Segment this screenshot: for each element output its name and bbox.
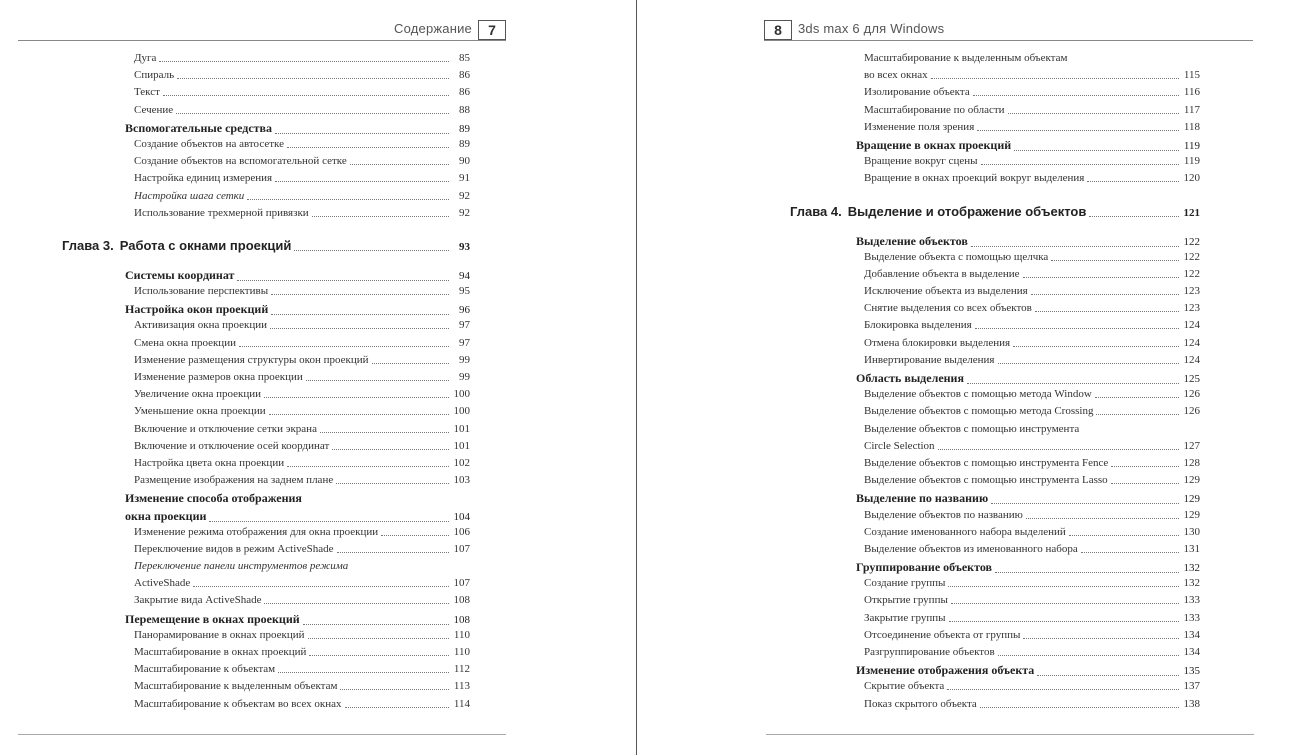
toc-entry-title: Инвертирование выделения: [864, 353, 995, 366]
toc-entry-page: 128: [1183, 456, 1200, 469]
dot-leader: [947, 688, 1179, 690]
toc-entry-page: 137: [1183, 680, 1200, 693]
left-footer-rule: [18, 734, 506, 735]
dot-leader: [264, 396, 449, 398]
toc-entry-title: Изменение режима отображения для окна проекции: [134, 525, 379, 538]
dot-leader: [980, 706, 1179, 708]
dot-leader: [1069, 534, 1179, 536]
toc-entry-page: 88: [459, 103, 470, 116]
toc-entry-page: 134: [1183, 646, 1200, 658]
dot-leader: [306, 379, 449, 381]
toc-entry-page: 89: [459, 137, 470, 150]
toc-entry-title: Создание объектов на вспомогательной сетке: [134, 155, 347, 168]
dot-leader: [971, 245, 1179, 247]
toc-entry-title: Добавление объекта в выделение: [864, 267, 1020, 280]
toc-entry-page: 94: [459, 269, 470, 282]
toc-entry-title: Настройка шага сетки: [134, 189, 245, 202]
dot-leader: [1035, 310, 1179, 312]
toc-entry-page: 107: [453, 577, 470, 590]
dot-leader: [973, 94, 1179, 96]
toc-entry-page: 91: [459, 172, 470, 185]
toc-entry-page: 97: [459, 319, 470, 332]
toc-entry-page: 133: [1183, 594, 1200, 607]
dot-leader: [1051, 259, 1179, 261]
toc-entry-title: Изменение поля зрения: [864, 120, 975, 133]
toc-entry-page: 102: [453, 456, 470, 469]
toc-entry-title: Область выделения: [856, 371, 964, 385]
toc-entry-page: 107: [453, 542, 470, 555]
toc-entry-page: 126: [1183, 405, 1200, 418]
right-page-number: 8: [764, 20, 792, 40]
dot-leader: [1081, 551, 1179, 553]
toc-entry-page: 97: [459, 336, 470, 349]
dot-leader: [948, 585, 1179, 587]
left-header-title: Содержание: [394, 21, 472, 36]
toc-entry-page: 99: [459, 371, 470, 383]
toc-entry-page: 131: [1183, 542, 1200, 555]
toc-entry-page: 124: [1183, 336, 1200, 349]
dot-leader: [239, 345, 449, 347]
dot-leader: [337, 551, 449, 553]
dot-leader: [981, 163, 1180, 165]
right-page-header: [764, 20, 1253, 41]
dot-leader: [938, 448, 1179, 450]
toc-entry-title: Панорамирование в окнах проекций: [134, 628, 305, 641]
toc-entry-page: 104: [453, 510, 470, 523]
toc-entry-title: Выделение объектов с помощью инструмента: [864, 422, 1080, 435]
toc-entry-page: 122: [1183, 250, 1200, 263]
toc-entry-page: 85: [459, 52, 470, 64]
toc-entry-page: 135: [1183, 665, 1200, 678]
toc-entry-title: Выделение объекта с помощью щелчка: [864, 250, 1049, 263]
toc-entry-page: 101: [453, 422, 470, 435]
toc-entry-page: 124: [1183, 319, 1200, 332]
dot-leader: [998, 362, 1180, 364]
toc-entry-title: Изменение способа отображения: [125, 491, 302, 506]
toc-entry-title: Включение и отключение осей координат: [134, 439, 330, 452]
dot-leader: [1023, 276, 1179, 278]
toc-entry-title: Показ скрытого объекта: [864, 697, 977, 710]
dot-leader: [193, 585, 449, 587]
dot-leader: [1096, 413, 1179, 415]
toc-entry-title: Изменение размеров окна проекции: [134, 371, 303, 383]
toc-entry-title: Увеличение окна проекции: [134, 388, 262, 401]
toc-entry-title: Создание объектов на автосетке: [134, 137, 284, 150]
dot-leader: [320, 431, 449, 433]
dot-leader: [237, 279, 449, 281]
toc-entry-page: 119: [1183, 155, 1200, 168]
toc-entry-title: Масштабирование к выделенным объектам: [134, 680, 338, 693]
toc-entry-page: 100: [453, 405, 470, 418]
dot-leader: [931, 77, 1179, 79]
toc-entry-page: 116: [1183, 86, 1200, 99]
toc-entry-title: Выделение объектов с помощью метода Window: [864, 388, 1092, 401]
toc-entry-page: 117: [1183, 103, 1200, 116]
toc-entry-title: Системы координат: [125, 267, 235, 282]
toc-entry-page: 106: [453, 525, 470, 538]
toc-entry-title: Circle Selection: [864, 439, 935, 452]
dot-leader: [1087, 180, 1179, 182]
toc-entry-page: 130: [1183, 525, 1200, 538]
toc-entry-title: Текст: [134, 86, 160, 99]
toc-entry-title: Масштабирование к объектам во всех окнах: [134, 697, 342, 710]
toc-entry-page: 95: [459, 285, 470, 298]
dot-leader: [951, 602, 1179, 604]
toc-entry-title: Уменьшение окна проекции: [134, 405, 266, 418]
toc-entry-page: 115: [1183, 69, 1200, 82]
toc-entry-title: Масштабирование по области: [864, 103, 1005, 116]
dot-leader: [372, 362, 449, 364]
toc-entry-title: Масштабирование в окнах проекций: [134, 646, 307, 658]
toc-entry-page: 122: [1183, 235, 1200, 248]
dot-leader: [159, 60, 449, 62]
dot-leader: [336, 482, 449, 484]
dot-leader: [967, 382, 1179, 384]
toc-entry-title: Блокировка выделения: [864, 319, 972, 332]
dot-leader: [270, 327, 449, 329]
dot-leader: [163, 94, 449, 96]
toc-entry-title: Использование перспективы: [134, 285, 269, 298]
chapter-number: Глава 4.: [790, 203, 842, 219]
dot-leader: [1008, 112, 1179, 114]
toc-entry-page: 108: [453, 613, 470, 626]
toc-entry-title: Работа с окнами проекций: [119, 237, 292, 253]
toc-entry-page: 90: [459, 155, 470, 168]
dot-leader: [949, 620, 1180, 622]
dot-leader: [312, 215, 449, 217]
toc-entry-title: Открытие группы: [864, 594, 948, 607]
dot-leader: [975, 327, 1179, 329]
dot-leader: [275, 180, 449, 182]
toc-entry-page: 127: [1183, 439, 1200, 452]
toc-entry-title: Смена окна проекции: [134, 336, 236, 349]
toc-entry-page: 122: [1183, 267, 1200, 280]
toc-entry-title: Переключение панели инструментов режима: [134, 560, 349, 573]
toc-entry-title: Дуга: [134, 52, 157, 64]
dot-leader: [294, 249, 449, 251]
toc-entry-page: 133: [1183, 611, 1200, 624]
dot-leader: [308, 637, 450, 639]
toc-entry-page: 134: [1183, 628, 1200, 641]
toc-entry-title: Перемещение в окнах проекций: [125, 611, 300, 626]
left-page: [0, 0, 636, 755]
toc-entry-title: Снятие выделения со всех объектов: [864, 302, 1032, 315]
toc-entry-page: 114: [453, 697, 470, 710]
toc-entry-page: 108: [453, 594, 470, 607]
toc-entry-page: 118: [1183, 120, 1200, 133]
toc-entry-title: ActiveShade: [134, 577, 191, 590]
dot-leader: [278, 671, 449, 673]
toc-entry-page: 86: [459, 69, 470, 82]
toc-entry-page: 96: [459, 304, 470, 317]
toc-entry-page: 110: [453, 628, 470, 641]
toc-entry-title: Настройка окон проекций: [125, 302, 269, 317]
toc-entry-title: Переключение видов в режим ActiveShade: [134, 542, 334, 555]
dot-leader: [1026, 517, 1179, 519]
toc-entry-page: 129: [1183, 493, 1200, 506]
dot-leader: [287, 465, 449, 467]
toc-entry-title: Выделение объектов из именованного набора: [864, 542, 1078, 555]
toc-entry-title: Выделение объектов с помощью метода Crossing: [864, 405, 1094, 418]
dot-leader: [176, 112, 449, 114]
dot-leader: [977, 129, 1179, 131]
toc-entry-title: Спираль: [134, 69, 175, 82]
toc-entry-title: Создание группы: [864, 577, 946, 590]
toc-entry-page: 123: [1183, 285, 1200, 298]
toc-entry-page: 103: [453, 474, 470, 487]
toc-entry-title: Отмена блокировки выделения: [864, 336, 1011, 349]
dot-leader: [1023, 637, 1179, 639]
toc-entry-title: Выделение объектов: [856, 233, 968, 248]
toc-entry-title: Выделение объектов по названию: [864, 508, 1023, 521]
dot-leader: [271, 313, 449, 315]
toc-entry-page: 101: [453, 439, 470, 452]
toc-entry-page: 113: [453, 680, 470, 693]
dot-leader: [995, 571, 1179, 573]
toc-entry-title: Масштабирование к выделенным объектам: [864, 52, 1068, 64]
dot-leader: [998, 654, 1179, 656]
toc-entry-title: Размещение изображения на заднем плане: [134, 474, 334, 487]
toc-entry-page: 89: [459, 122, 470, 135]
toc-entry-title: Вращение вокруг сцены: [864, 155, 978, 168]
dot-leader: [1089, 215, 1179, 217]
right-page: [640, 0, 1292, 755]
dot-leader: [275, 132, 449, 134]
toc-entry-page: 121: [1183, 206, 1200, 219]
left-page-number: 7: [478, 20, 506, 40]
toc-entry-page: 120: [1183, 172, 1200, 185]
toc-entry-page: 132: [1183, 577, 1200, 590]
dot-leader: [1095, 396, 1179, 398]
toc-entry-title: Скрытие объекта: [864, 680, 945, 693]
dot-leader: [303, 623, 449, 625]
dot-leader: [332, 448, 449, 450]
toc-entry-page: 93: [459, 240, 470, 253]
dot-leader: [340, 688, 449, 690]
toc-entry-page: 112: [453, 663, 470, 676]
toc-entry-title: Вращение в окнах проекций: [856, 137, 1012, 152]
toc-entry-page: 110: [453, 646, 470, 658]
dot-leader: [1013, 345, 1179, 347]
toc-entry-title: Масштабирование к объектам: [134, 663, 276, 676]
toc-entry-title: Изменение размещения структуры окон проекций: [134, 353, 369, 366]
dot-leader: [381, 534, 449, 536]
toc-entry-title: Выделение и отображение объектов: [847, 203, 1087, 219]
toc-entry-title: Выделение по названию: [856, 491, 989, 506]
toc-entry-page: 129: [1183, 474, 1200, 487]
dot-leader: [309, 654, 449, 656]
dot-leader: [177, 77, 449, 79]
toc-entry-title: Закрытие группы: [864, 611, 946, 624]
toc-entry-title: во всех окнах: [864, 69, 928, 82]
toc-entry-title: Вспомогательные средства: [125, 120, 273, 135]
toc-entry-page: 86: [459, 86, 470, 99]
toc-entry-title: Отсоединение объекта от группы: [864, 628, 1021, 641]
dot-leader: [209, 520, 449, 522]
toc-entry-page: 132: [1183, 562, 1200, 575]
dot-leader: [1037, 674, 1179, 676]
toc-entry-title: Настройка цвета окна проекции: [134, 456, 285, 469]
toc-entry-title: Настройка единиц измерения: [134, 172, 273, 185]
toc-entry-page: 92: [459, 206, 470, 219]
chapter-number: Глава 3.: [62, 237, 114, 253]
toc-entry-title: Выделение объектов с помощью инструмента Fence: [864, 456, 1109, 469]
dot-leader: [1031, 293, 1179, 295]
toc-entry-page: 138: [1183, 697, 1200, 710]
toc-entry-title: Использование трехмерной привязки: [134, 206, 309, 219]
spine-divider: [636, 0, 637, 755]
toc-entry-title: Изолирование объекта: [864, 86, 970, 99]
toc-entry-title: Группирование объектов: [856, 560, 993, 575]
toc-entry-page: 129: [1183, 508, 1200, 521]
dot-leader: [1111, 465, 1179, 467]
dot-leader: [991, 502, 1179, 504]
dot-leader: [350, 163, 449, 165]
dot-leader: [269, 413, 449, 415]
toc-entry-title: окна проекции: [125, 508, 207, 523]
toc-entry-title: Изменение отображения объекта: [856, 663, 1035, 678]
toc-entry-title: Выделение объектов с помощью инструмента Lasso: [864, 474, 1108, 487]
toc-entry-page: 123: [1183, 302, 1200, 315]
toc-entry-title: Активизация окна проекции: [134, 319, 267, 332]
left-page-header: [18, 20, 506, 41]
dot-leader: [264, 602, 449, 604]
dot-leader: [271, 293, 449, 295]
dot-leader: [247, 198, 449, 200]
dot-leader: [1111, 482, 1179, 484]
toc-entry-page: 99: [459, 353, 470, 366]
toc-entry-page: 100: [453, 388, 470, 401]
toc-entry-title: Сечение: [134, 103, 174, 116]
toc-entry-title: Исключение объекта из выделения: [864, 285, 1028, 298]
toc-entry-title: Включение и отключение сетки экрана: [134, 422, 317, 435]
toc-entry-title: Закрытие вида ActiveShade: [134, 594, 262, 607]
right-footer-rule: [766, 734, 1254, 735]
toc-entry-page: 119: [1183, 139, 1200, 152]
dot-leader: [1014, 149, 1179, 151]
dot-leader: [287, 146, 449, 148]
toc-entry-page: 126: [1183, 388, 1200, 401]
right-header-title: 3ds max 6 для Windows: [798, 21, 945, 36]
toc-entry-title: Разгруппирование объектов: [864, 646, 995, 658]
toc-entry-title: Создание именованного набора выделений: [864, 525, 1066, 538]
toc-entry-page: 124: [1183, 353, 1200, 366]
toc-entry-title: Вращение в окнах проекций вокруг выделения: [864, 172, 1085, 185]
toc-entry-page: 125: [1183, 373, 1200, 385]
toc-entry-page: 92: [459, 189, 470, 202]
dot-leader: [345, 706, 450, 708]
